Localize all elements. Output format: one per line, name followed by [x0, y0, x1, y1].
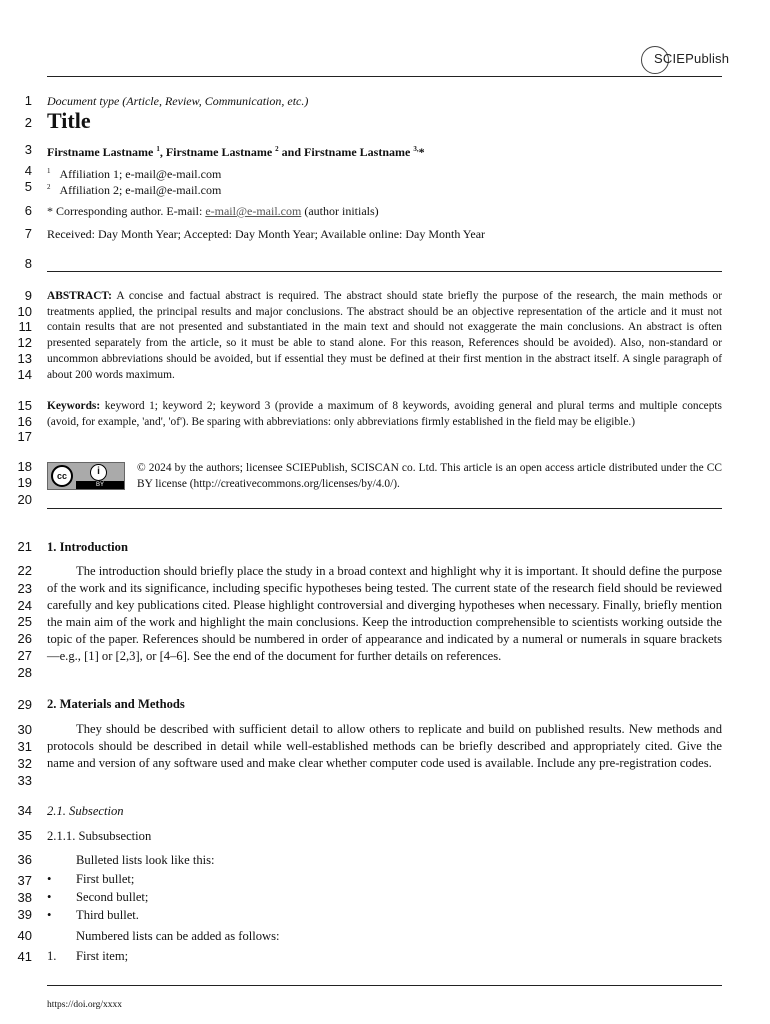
doi-link[interactable]: https://doi.org/xxxx [47, 1000, 123, 1010]
corresponding-author [47, 204, 722, 220]
line-number: 40 [17, 928, 32, 943]
affiliation-number: 1 [47, 167, 51, 175]
header-rule [47, 76, 722, 77]
numbered-list [47, 949, 128, 964]
abstract [47, 289, 722, 383]
list-item [47, 872, 148, 890]
keywords-text: keyword 1; keyword 2; keyword 3 (provide a maximum of 8 keywords, avoiding general and plural terms and multiple concepts (avoid, for example, 'and', 'of'). Be sparing with abbreviations: only abbreviations firmly established in the field may be eligible.) [47, 400, 722, 428]
corresponding-email-link[interactable]: e-mail@e-mail.com [205, 204, 302, 218]
cc-by-label: BY [76, 481, 124, 489]
abstract-text: A concise and factual abstract is required. The abstract should state briefly the purpose of the research, the main methods or treatments applied, the principal results and major conclusions. The abstract should be an objective representation of the article and it must not contain results that are not presented and substantiated in the main text and should not exaggerate the main conclusions. An abstract is often presented separately from the article, so it must be able to stand alone. For this reason, References should be avoided). Also, non-standard or uncommon abbreviations should be avoided, but if essential they must be defined at their first mention in the abstract itself. A single paragraph of about 200 words maximum. [47, 290, 723, 381]
bullet-list [47, 872, 148, 926]
line-number: 37 [17, 873, 32, 888]
line-number: 9 [24, 288, 32, 303]
line-number: 16 [17, 414, 32, 429]
corresponding-initials: (author initials) [304, 204, 379, 218]
author-name: Firstname Lastname [304, 145, 411, 159]
line-number: 34 [17, 803, 32, 818]
bullet-text: Second bullet; [76, 890, 149, 904]
list-item [47, 949, 128, 964]
author-affiliation-ref: 3, [413, 145, 419, 153]
line-number: 29 [17, 697, 32, 712]
license-text: © 2024 by the authors; licensee SCIEPublish, SCISCAN co. Ltd. This article is an open access article distributed under the CC BY license (http://creativecommons.org/licenses/by/4.0/). [137, 462, 722, 490]
author-list: Firstname Lastname $^1$, Firstname Lastname $^2$ and Firstname Lastname $^{3,}$* [47, 145, 425, 159]
subsection-heading: 2.1. Subsection [47, 804, 124, 818]
line-number: 13 [17, 351, 32, 366]
line-number: 28 [17, 665, 32, 680]
numbered-intro: Numbered lists can be added as follows: [76, 929, 280, 943]
line-number: 32 [17, 756, 32, 771]
section-heading-methods: 2. Materials and Methods [47, 697, 185, 711]
cc-icon: cc [51, 465, 73, 487]
line-number: 8 [24, 256, 32, 271]
bullet-dot-icon: • [47, 890, 52, 904]
bullet-text: Third bullet. [76, 908, 139, 922]
line-number: 36 [17, 852, 32, 867]
line-number: 25 [17, 614, 32, 629]
page-title: Title [47, 108, 91, 133]
line-number: 26 [17, 631, 32, 646]
bullet-dot-icon: • [47, 872, 52, 886]
affiliation-text: Affiliation 2; e-mail@e-mail.com [59, 183, 222, 197]
line-number: 31 [17, 739, 32, 754]
cc-by-license-badge[interactable] [47, 462, 125, 490]
line-number: 15 [17, 398, 32, 413]
line-number: 11 [18, 319, 32, 334]
line-number: 39 [17, 907, 32, 922]
line-number: 4 [24, 163, 32, 178]
line-number: 41 [17, 949, 32, 964]
author-name: Firstname Lastname [47, 145, 154, 159]
abstract-top-rule [47, 271, 722, 272]
abstract-bottom-rule [47, 508, 722, 509]
affiliation-number: 2 [47, 183, 51, 191]
attribution-icon: i [90, 464, 107, 481]
document-type: Document type (Article, Review, Communication, etc.) [47, 94, 309, 108]
subsubsection-heading: 2.1.1. Subsubsection [47, 829, 152, 843]
line-number: 23 [17, 581, 32, 596]
logo-text: SCIEPublish [654, 51, 730, 66]
line-number: 27 [17, 648, 32, 663]
line-number: 21 [17, 539, 32, 554]
list-item [47, 890, 148, 908]
bullet-dot-icon: • [47, 908, 52, 922]
item-number: 1. [47, 949, 57, 963]
publisher-logo [641, 46, 729, 74]
corresponding-prefix: * Corresponding author. E-mail: [47, 204, 203, 218]
line-number: 24 [17, 598, 32, 613]
line-number: 6 [24, 203, 32, 218]
line-number: 33 [17, 773, 32, 788]
list-item [47, 908, 148, 926]
line-number: 20 [17, 492, 32, 507]
methods-paragraph: They should be described with sufficient detail to allow others to replicate and build on published results. New methods and protocols should be described in detail while well-established methods can be briefly described and appropriately cited. Give the name and version of any software used and make clear whether computer code used is available. Include any pre-registration codes. [47, 722, 722, 770]
keywords [47, 399, 722, 430]
line-number: 2 [24, 115, 32, 130]
affiliation [47, 180, 722, 199]
line-number: 19 [17, 475, 32, 490]
corresponding-star: * [418, 145, 425, 159]
introduction-paragraph: The introduction should briefly place the study in a broad context and highlight why it is important. It should define the purpose of the work and its significance, including specific hypotheses being tested. The current state of the research field should be reviewed carefully and key publications cited. Please highlight controversial and diverging hypotheses when necessary. Finally, briefly mention the main aim of the work and highlight the main conclusions. Keep the introduction comprehensible to scientists working outside the topic of the paper. References should be numbered in order of appearance and indicated by a numeral or numerals in square brackets—e.g., [1] or [2,3], or [4–6]. See the end of the document for further details on references. [47, 564, 722, 663]
bullets-intro: Bulleted lists look like this: [76, 853, 215, 867]
line-number: 5 [24, 179, 32, 194]
line-number: 1 [24, 93, 32, 108]
affiliation-text: Affiliation 1; e-mail@e-mail.com [59, 167, 222, 181]
bullet-text: First bullet; [76, 872, 135, 886]
author-affiliation-ref: 2 [275, 145, 279, 153]
line-number: 3 [24, 142, 32, 157]
footer-rule [47, 985, 722, 986]
line-number: 17 [17, 429, 32, 444]
line-number: 7 [24, 226, 32, 241]
abstract-label: ABSTRACT: [47, 290, 112, 302]
line-number: 30 [17, 722, 32, 737]
keywords-label: Keywords: [47, 400, 101, 412]
author-affiliation-ref: 1 [156, 145, 160, 153]
line-number: 38 [17, 890, 32, 905]
line-number: 35 [17, 828, 32, 843]
line-number: 12 [17, 335, 32, 350]
line-number: 18 [17, 459, 32, 474]
author-name: Firstname Lastname [165, 145, 273, 159]
line-number: 10 [17, 304, 32, 319]
section-heading-introduction: 1. Introduction [47, 540, 128, 554]
dates-line: Received: Day Month Year; Accepted: Day Month Year; Available online: Day Month Year [47, 227, 486, 241]
line-number: 14 [17, 367, 32, 382]
author-conjunction: and [281, 145, 302, 159]
item-text: First item; [76, 949, 129, 963]
line-number: 22 [17, 563, 32, 578]
